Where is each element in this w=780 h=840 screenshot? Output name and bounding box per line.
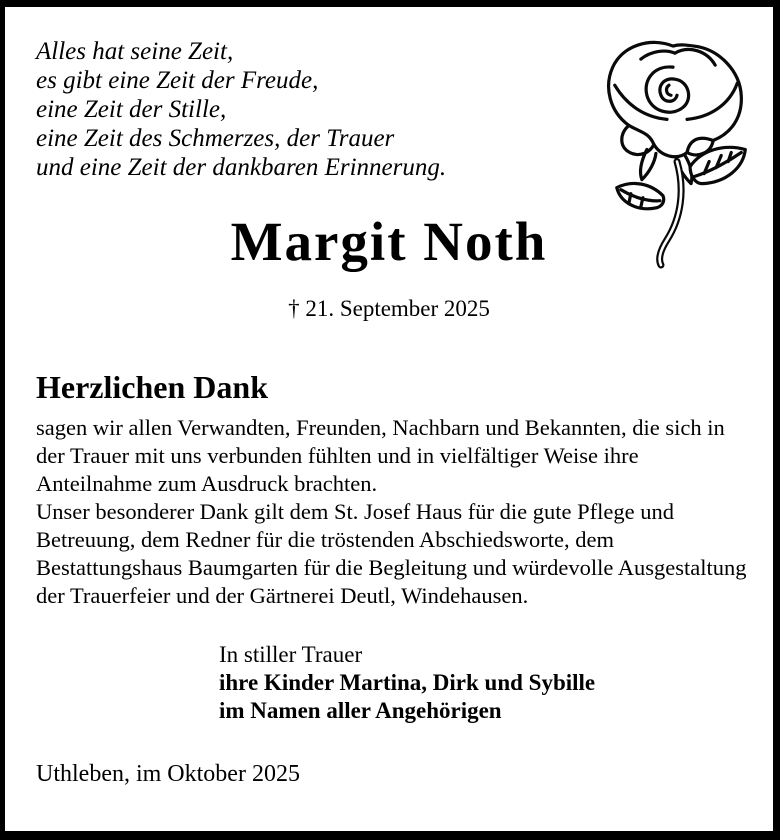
deceased-name: Margit Noth [230, 211, 548, 272]
mourners-family: im Namen aller Angehörigen [219, 698, 502, 723]
memorial-poem [36, 37, 446, 182]
poem-line: es gibt eine Zeit der Freude, [36, 67, 319, 94]
thanks-paragraph: sagen wir allen Verwandten, Freunden, Nachbarn und Bekannten, die sich in der Trauer mit uns verbunden fühlten und in vielfältiger Weise ihre Anteilnahme zum Ausdruck brachten. [36, 415, 725, 496]
place-date: Uthleben, im Oktober 2025 [36, 761, 300, 787]
mourning-block [219, 641, 595, 725]
mourning-intro: In stiller Trauer [219, 642, 363, 667]
poem-line: Alles hat seine Zeit, [36, 38, 234, 65]
thanks-heading: Herzlichen Dank [36, 369, 268, 405]
poem-line: eine Zeit des Schmerzes, der Trauer [36, 125, 395, 152]
death-date: † 21. September 2025 [288, 296, 490, 321]
poem-line: eine Zeit der Stille, [36, 96, 227, 123]
poem-line: und eine Zeit der dankbaren Erinnerung. [36, 154, 447, 181]
thanks-text [36, 414, 752, 610]
thanks-paragraph: Unser besonderer Dank gilt dem St. Josef Haus für die gute Pflege und Betreuung, dem Redner für die tröstenden Abschiedsworte, dem Bestattungshaus Baumgarten für die Begleitung und würdevolle Ausgestaltung der Trauerfeier und der Gärtnerei Deutl, Windehausen. [36, 499, 747, 608]
mourners-children: ihre Kinder Martina, Dirk und Sybille [219, 670, 596, 695]
